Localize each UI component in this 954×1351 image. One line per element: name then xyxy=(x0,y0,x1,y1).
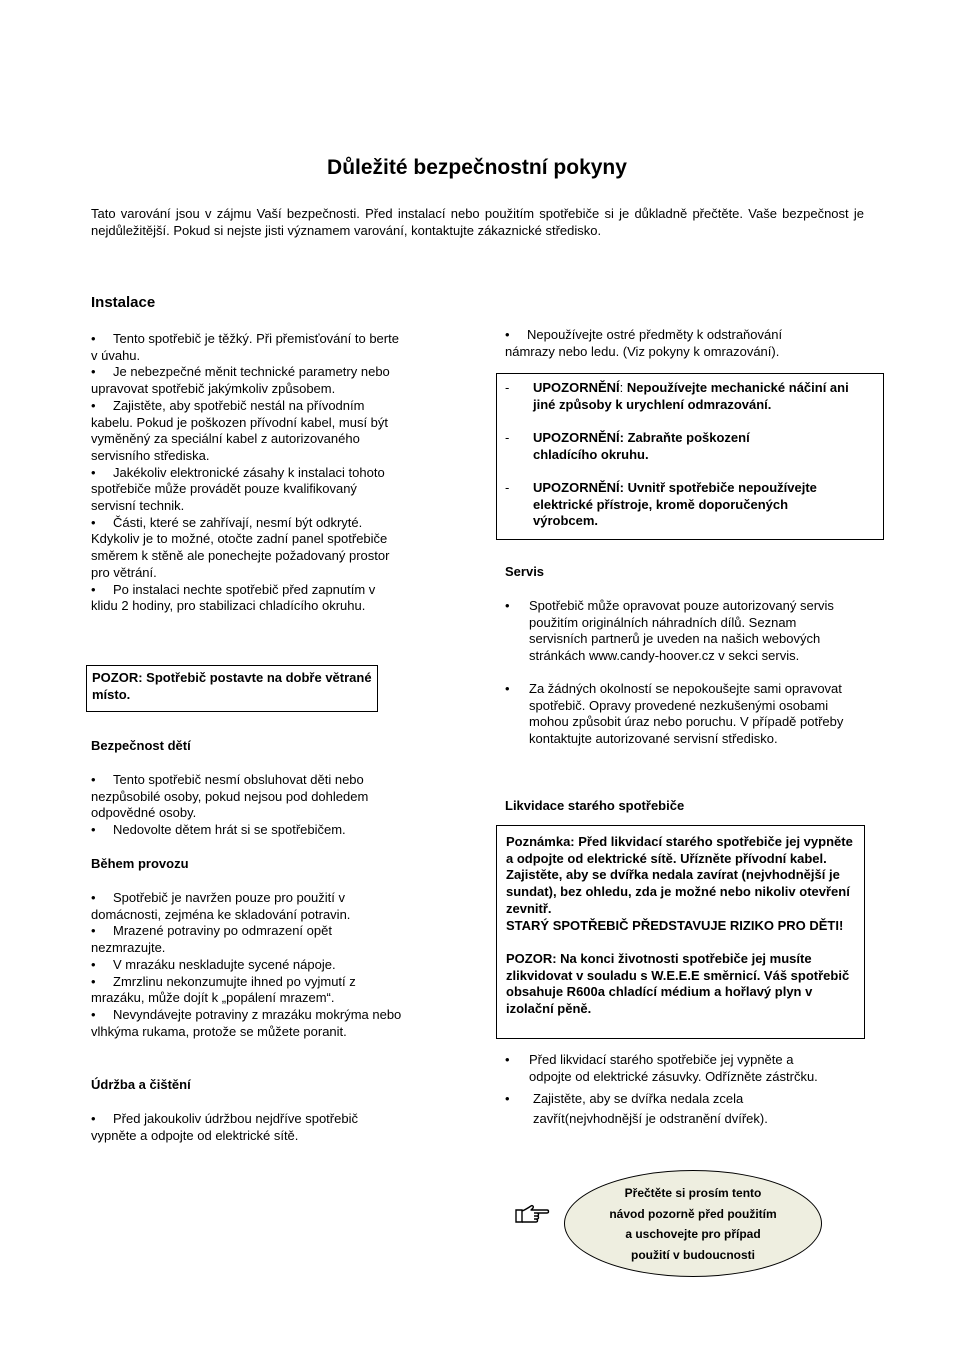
list-item: • Mrazené potraviny po odmrazení opět nezmrazujte. xyxy=(91,923,332,956)
list-item: • Nedovolte dětem hrát si se spotřebičem. xyxy=(91,822,346,838)
list-item: • Po instalaci nechte spotřebič před zapnutím v klidu 2 hodiny, pro stabilizaci chladícího okruhu. xyxy=(91,581,376,614)
list-item: • Před jakoukoliv údržbou nejdříve spotřebič vypněte a odpojte od elektrické sítě. xyxy=(91,1111,358,1143)
oval-line: návod pozorně před použitím xyxy=(609,1206,777,1221)
warnings-box xyxy=(496,373,884,540)
installation-heading: Instalace xyxy=(91,294,156,311)
bullet-icon: • xyxy=(505,1052,510,1067)
bullet-icon: • xyxy=(505,327,510,342)
bullet-icon: • xyxy=(91,364,96,380)
dash-icon: - xyxy=(505,430,510,445)
dash-icon: - xyxy=(505,480,510,495)
children-list xyxy=(91,772,391,839)
dash-icon: - xyxy=(505,380,510,395)
bullet-icon: • xyxy=(91,822,96,838)
children-heading: Bezpečnost dětí xyxy=(91,738,191,753)
service-heading: Servis xyxy=(505,564,545,579)
disposal-note: Poznámka: Před likvidací starého spotřebiče jej vypněte a odpojte od elektrické sítě. Uřízněte přívodní kabel. Zajistěte, aby se dvířka nedala zavírat (nejvhodnější je sundat), bez ohledu, zda je možné nebo nikoliv otevření zevnitř. xyxy=(506,834,853,916)
maintenance-list-right xyxy=(505,327,825,360)
operation-heading: Během provozu xyxy=(91,856,189,871)
bullet-icon: • xyxy=(91,890,96,905)
list-item: • Spotřebič je navržen pouze pro použití v domácnosti, zejména ke skladování potravin. xyxy=(91,890,351,922)
pointing-hand-icon xyxy=(514,1202,550,1226)
bullet-icon: • xyxy=(91,464,96,480)
list-item: • Spotřebič může opravovat pouze autorizovaný servis použitím originálních náhradních dílů. Seznam servisních partnerů je uveden na našich webových stránkách www.candy-hoover.cz v sekci servis. xyxy=(505,598,834,664)
maintenance-list-left xyxy=(91,1111,396,1144)
maintenance-heading: Údržba a čištění xyxy=(91,1077,191,1092)
bullet-icon: • xyxy=(91,581,96,597)
bullet-icon: • xyxy=(91,331,96,346)
disposal-weee: POZOR: Na konci životnosti spotřebiče jej musíte zlikvidovat v souladu s W.E.E.E směrnicí. Váš spotřebič obsahuje R600a chladící médium a hořlavý plyn v izolační pěně. xyxy=(506,950,850,1017)
oval-line: Přečtěte si prosím tento xyxy=(624,1186,762,1200)
disposal-box xyxy=(496,825,865,1039)
warning-text: : Spotřebič postavte na dobře větrané místo. xyxy=(92,670,372,702)
disposal-heading: Likvidace starého spotřebiče xyxy=(505,798,685,813)
list-item: • V mrazáku neskladujte sycené nápoje. xyxy=(91,956,336,972)
bullet-icon: • xyxy=(505,598,510,613)
bullet-icon: • xyxy=(91,956,96,972)
bullet-icon: • xyxy=(91,1111,96,1126)
list-item: • Zmrzlinu nekonzumujte ihned po vyjmutí z mrazáku, může dojít k „popálení mrazem“. xyxy=(91,973,356,1006)
oval-line: a uschovejte pro případ xyxy=(625,1227,761,1241)
warning-row: - UPOZORNĚNÍ: Zabraňte poškození chladícího okruhu. xyxy=(505,430,750,462)
bullet-icon: • xyxy=(91,1006,96,1022)
disposal-list xyxy=(505,1052,825,1129)
list-item: • Tento spotřebič je těžký. Při přemisťování to berte v úvahu. xyxy=(91,331,399,363)
warning-row: - UPOZORNĚNÍ: Uvnitř spotřebiče nepoužívejte elektrické přístroje, kromě doporučených výrobcem. xyxy=(505,480,817,528)
bullet-icon: • xyxy=(91,923,96,939)
bullet-icon: • xyxy=(91,514,96,530)
list-item: • Za žádných okolností se nepokoušejte sami opravovat spotřebič. Opravy provedené nezkušenými osobami mohou způsobit úraz nebo poruchu. V případě potřeby kontaktujte autorizované servisní středisko. xyxy=(505,680,844,746)
installation-warning-box xyxy=(86,665,378,712)
list-item: • Před likvidací starého spotřebiče jej vypněte a odpojte od elektrické zásuvky. Odřízněte zástrčku. xyxy=(505,1052,818,1084)
operation-list xyxy=(91,890,403,1040)
bullet-icon: • xyxy=(91,973,96,989)
list-item: • Je nebezpečné měnit technické parametry nebo upravovat spotřebič jakýmkoliv způsobem. xyxy=(91,364,390,397)
installation-list xyxy=(91,331,401,615)
list-item: • Zajistěte, aby spotřebič nestál na přívodním kabelu. Pokud je poškozen přívodní kabel, musí být vyměněný za speciální kabel z autorizovaného servisního střediska. xyxy=(91,397,389,463)
page-title: Důležité bezpečnostní pokyny xyxy=(327,156,627,179)
warning-row: - UPOZORNĚNÍ: Nepoužívejte mechanické náčiní ani jiné způsoby k urychlení odmrazování. xyxy=(505,380,849,412)
bullet-icon: • xyxy=(91,397,96,413)
disposal-risk: STARÝ SPOTŘEBIČ PŘEDSTAVUJE RIZIKO PRO DĚTI! xyxy=(506,917,844,933)
bullet-icon: • xyxy=(505,680,510,696)
list-item: • Jakékoliv elektronické zásahy k instalaci tohoto spotřebiče může provádět pouze kvalifikovaný servisní technik. xyxy=(91,464,385,514)
oval-line: použití v budoucnosti xyxy=(631,1247,755,1262)
service-list xyxy=(505,598,855,748)
intro-paragraph: Tato varování jsou v zájmu Vaší bezpečnosti. Před instalací nebo použitím spotřebiče si je důkladně přečtěte. Vaše bezpečnost je nejdůležitější. Pokud si nejste jisti významem varování, kontaktujte zákaznické středisko. xyxy=(91,206,864,238)
list-item: • Nepoužívejte ostré předměty k odstraňování námrazy nebo ledu. (Viz pokyny k omrazování). xyxy=(505,327,783,359)
list-item: • Zajistěte, aby se dvířka nedala zcela zavřít(nejvhodnější je odstranění dvířek). xyxy=(505,1091,768,1127)
list-item: • Nevyndávejte potraviny z mrazáku mokrýma nebo vlhkýma rukama, protože se můžete poranit. xyxy=(91,1006,402,1039)
warning-label: POZOR xyxy=(92,670,139,685)
list-item: • Tento spotřebič nesmí obsluhovat děti nebo nezpůsobilé osoby, pokud nejsou pod dohledem odpovědné osoby. xyxy=(91,772,369,821)
reminder-oval xyxy=(564,1170,822,1277)
bullet-icon: • xyxy=(91,772,96,787)
list-item: • Části, které se zahřívají, nesmí být odkryté. Kdykoliv je to možné, otočte zadní panel spotřebiče směrem k stěně ale ponechejte požadovaný prostor pro větrání. xyxy=(91,514,390,580)
bullet-icon: • xyxy=(505,1091,510,1107)
